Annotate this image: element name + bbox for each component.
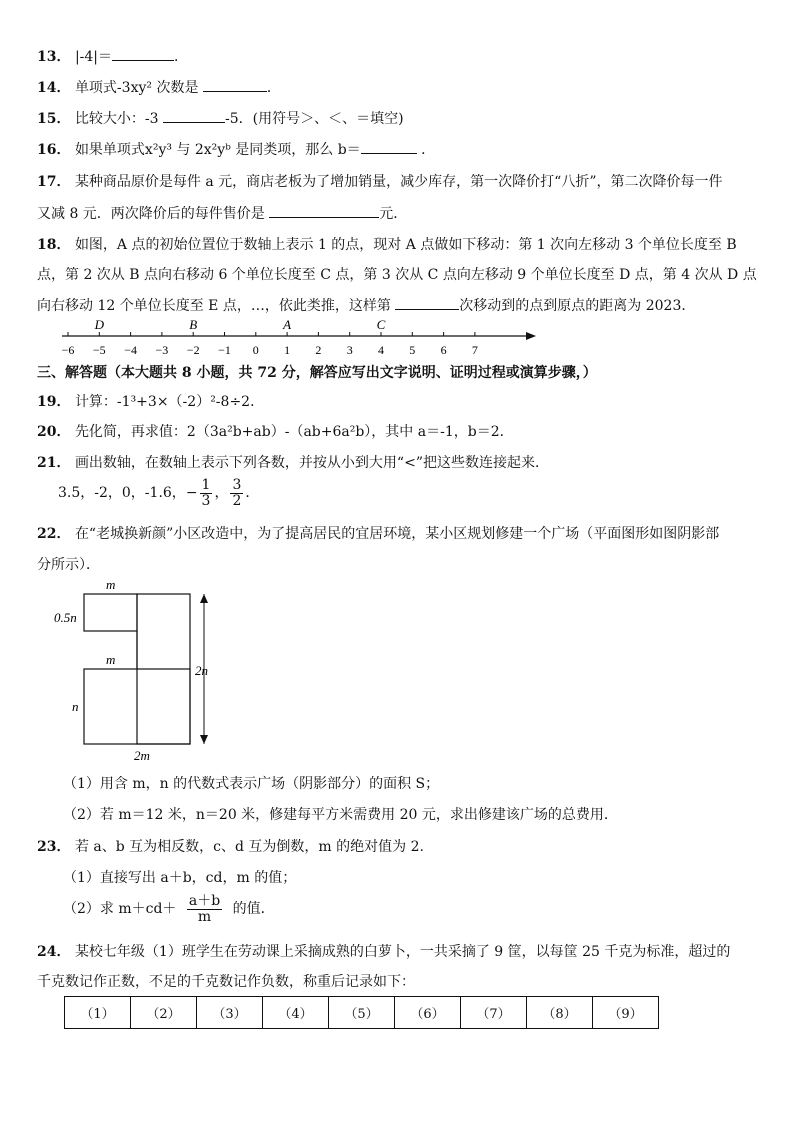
label-n-left: n <box>72 699 79 714</box>
answer-blank[interactable] <box>395 297 459 310</box>
fraction-a-plus-b-over-m <box>187 894 222 924</box>
label-m-mid: m <box>106 652 116 667</box>
tick-label: −6 <box>61 343 75 357</box>
question-number: 22． <box>37 526 71 542</box>
question-24-line-1 <box>37 941 730 961</box>
fraction-one-third <box>200 478 213 508</box>
denominator: 2 <box>232 492 242 509</box>
question-21 <box>37 452 549 472</box>
question-22-line-2 <box>37 554 100 574</box>
question-18-line-2 <box>37 264 757 284</box>
question-22-line-1 <box>37 523 719 543</box>
question-number: 21． <box>37 455 71 471</box>
question-text: 若 a、b 互为相反数，c、d 互为倒数，m 的绝对值为 2. <box>74 839 424 855</box>
question-text-post: 的值． <box>232 901 275 918</box>
question-13 <box>37 46 188 66</box>
number-line <box>50 318 550 360</box>
axis-arrow-icon <box>526 332 536 340</box>
question-20 <box>37 421 514 441</box>
question-text: 计算：-1³+3×（-2）²-8÷2． <box>74 394 265 410</box>
table-cell-2: （2） <box>131 997 197 1029</box>
question-number: 14． <box>37 80 71 96</box>
question-number: 15． <box>37 111 71 127</box>
question-text: 千克数记作正数，不足的千克数记作负数，称重后记录如下： <box>37 974 415 990</box>
question-text: 画出数轴，在数轴上表示下列各数，并按从小到大用“<”把这些数连接起来． <box>74 455 549 471</box>
table-cell-6: （6） <box>395 997 461 1029</box>
table-cell-1: （1） <box>65 997 131 1029</box>
tick-label: 7 <box>471 343 478 357</box>
question-text: 单项式-3xy² 次数是 <box>74 80 199 96</box>
numerator: 3 <box>232 477 242 493</box>
question-text: 又减 8 元．两次降价后的每件售价是 <box>37 206 265 222</box>
question-15 <box>37 108 404 128</box>
tick-label: −5 <box>92 343 106 357</box>
table-cell-8: （8） <box>527 997 593 1029</box>
punct: ． <box>421 142 436 158</box>
minus-sign: − <box>185 485 198 502</box>
question-number: 19． <box>37 394 71 410</box>
question-number: 18． <box>37 237 71 253</box>
question-19 <box>37 391 264 411</box>
question-text: 某种商品原价是每件 a 元，商店老板为了增加销量，减少库存，第一次降价打“八折”，第二次降价每一件 <box>74 174 723 190</box>
question-text: 如图，A 点的初始位置位于数轴上表示 1 的点，现对 A 点做如下移动：第 1 次向左移动 3 个单位长度至 B <box>74 237 737 253</box>
small-rect <box>84 594 137 631</box>
label-2n: 2n <box>195 663 208 678</box>
denominator: 3 <box>201 492 211 509</box>
question-23 <box>37 836 424 856</box>
point-label-D: D <box>94 318 104 332</box>
tick-label: −1 <box>218 343 231 357</box>
point-label-A: A <box>283 318 292 332</box>
question-17-line-1 <box>37 171 723 191</box>
tick-label: 4 <box>378 343 384 357</box>
table-cell-3: （3） <box>197 997 263 1029</box>
point-label-C: C <box>376 318 386 332</box>
question-text-post: -5．(用符号＞、＜、＝填空) <box>225 111 404 127</box>
tick-label: 3 <box>346 343 353 357</box>
tick-label: −3 <box>155 343 169 357</box>
label-half-n: 0.5n <box>54 610 77 625</box>
table-cell-4: （4） <box>263 997 329 1029</box>
question-text: 分所示）． <box>37 557 100 573</box>
point-label-B: B <box>189 318 198 332</box>
question-text: 比较大小：-3 <box>74 111 159 127</box>
tick-label: 1 <box>284 343 291 357</box>
punct: ． <box>245 485 260 502</box>
table-cell-9: （9） <box>593 997 659 1029</box>
question-number: 24． <box>37 944 71 960</box>
question-22-part-2: （2）若 m＝12 米，n＝20 米，修建每平方米需费用 20 元，求出修建该广场的总费用． <box>63 807 618 823</box>
separator: ， <box>214 485 229 502</box>
question-text: 点，第 2 次从 B 点向右移动 6 个单位长度至 C 点，第 3 次从 C 点向左移动 9 个单位长度至 D 点，第 4 次从 D 点 <box>37 267 757 283</box>
tick-label: 0 <box>252 343 259 357</box>
label-m-top: m <box>106 578 116 592</box>
question-text: （2）求 m＋cd＋ <box>63 901 177 918</box>
question-number: 23． <box>37 839 71 855</box>
arrow-down-icon <box>200 735 208 744</box>
question-number: 16． <box>37 142 71 158</box>
question-18-line-1 <box>37 234 737 254</box>
question-number: 13． <box>37 49 71 65</box>
table-cell-7: （7） <box>461 997 527 1029</box>
question-text: 如果单项式x²y³ 与 2x²yᵇ 是同类项，那么 b＝ <box>74 142 361 158</box>
label-2m: 2m <box>134 748 150 763</box>
question-14 <box>37 77 281 97</box>
arrow-up-icon <box>200 594 208 603</box>
question-number: 20． <box>37 424 71 440</box>
table-cell-5: （5） <box>329 997 395 1029</box>
question-text-post: 元． <box>379 206 408 222</box>
tick-label: −2 <box>186 343 200 357</box>
question-24-line-2 <box>37 971 415 991</box>
question-16 <box>37 139 435 159</box>
question-23-part-2 <box>63 894 275 924</box>
answer-blank[interactable] <box>163 110 225 123</box>
tick-label: −4 <box>124 343 137 357</box>
answer-blank[interactable] <box>361 141 417 154</box>
question-text: 先化简，再求值：2（3a²b+ab）-（ab+6a²b），其中 a＝-1，b＝2． <box>74 424 514 440</box>
table-row <box>65 997 659 1029</box>
question-22-part-1: （1）用含 m，n 的代数式表示广场（阴影部分）的面积 S； <box>63 776 440 792</box>
values-list: 3.5，-2，0，-1.6， <box>58 485 186 502</box>
question-17-line-2 <box>37 203 407 223</box>
answer-blank[interactable] <box>203 79 267 92</box>
tick-label: 5 <box>409 343 416 357</box>
numerator: a＋b <box>188 893 221 909</box>
question-23-part-1: （1）直接写出 a＋b，cd，m 的值； <box>63 870 297 886</box>
question-text: 某校七年级（1）班学生在劳动课上采摘成熟的白萝卜，一共采摘了 9 筐，以每筐 25 千克为标准，超过的 <box>74 944 731 960</box>
denominator: m <box>197 908 212 925</box>
question-text-post: 次移动到的点到原点的距离为 2023． <box>459 298 696 314</box>
question-number: 17． <box>37 174 71 190</box>
tick-label: 6 <box>440 343 447 357</box>
section-heading: 三、解答题（本大题共 8 小题，共 72 分，解答应写出文字说明、证明过程或演算步骤，） <box>37 365 597 381</box>
question-18-line-3 <box>37 295 695 315</box>
punct: ． <box>174 49 189 65</box>
question-text: 在“老城换新颜”小区改造中，为了提高居民的宜居环境，某小区规划修建一个广场（平面图形如图阴影部 <box>74 526 720 542</box>
tick-label: 2 <box>315 343 322 357</box>
question-21-values <box>58 478 259 508</box>
question-text: 向右移动 12 个单位长度至 E 点，…，依此类推，这样第 <box>37 298 391 314</box>
record-table <box>64 996 659 1029</box>
plaza-figure <box>50 578 220 768</box>
question-text: |-4|＝ <box>74 49 113 65</box>
answer-blank[interactable] <box>269 205 379 218</box>
fraction-three-halves <box>230 478 243 508</box>
punct: ． <box>266 80 281 96</box>
numerator: 1 <box>201 477 211 493</box>
answer-blank[interactable] <box>112 48 174 61</box>
